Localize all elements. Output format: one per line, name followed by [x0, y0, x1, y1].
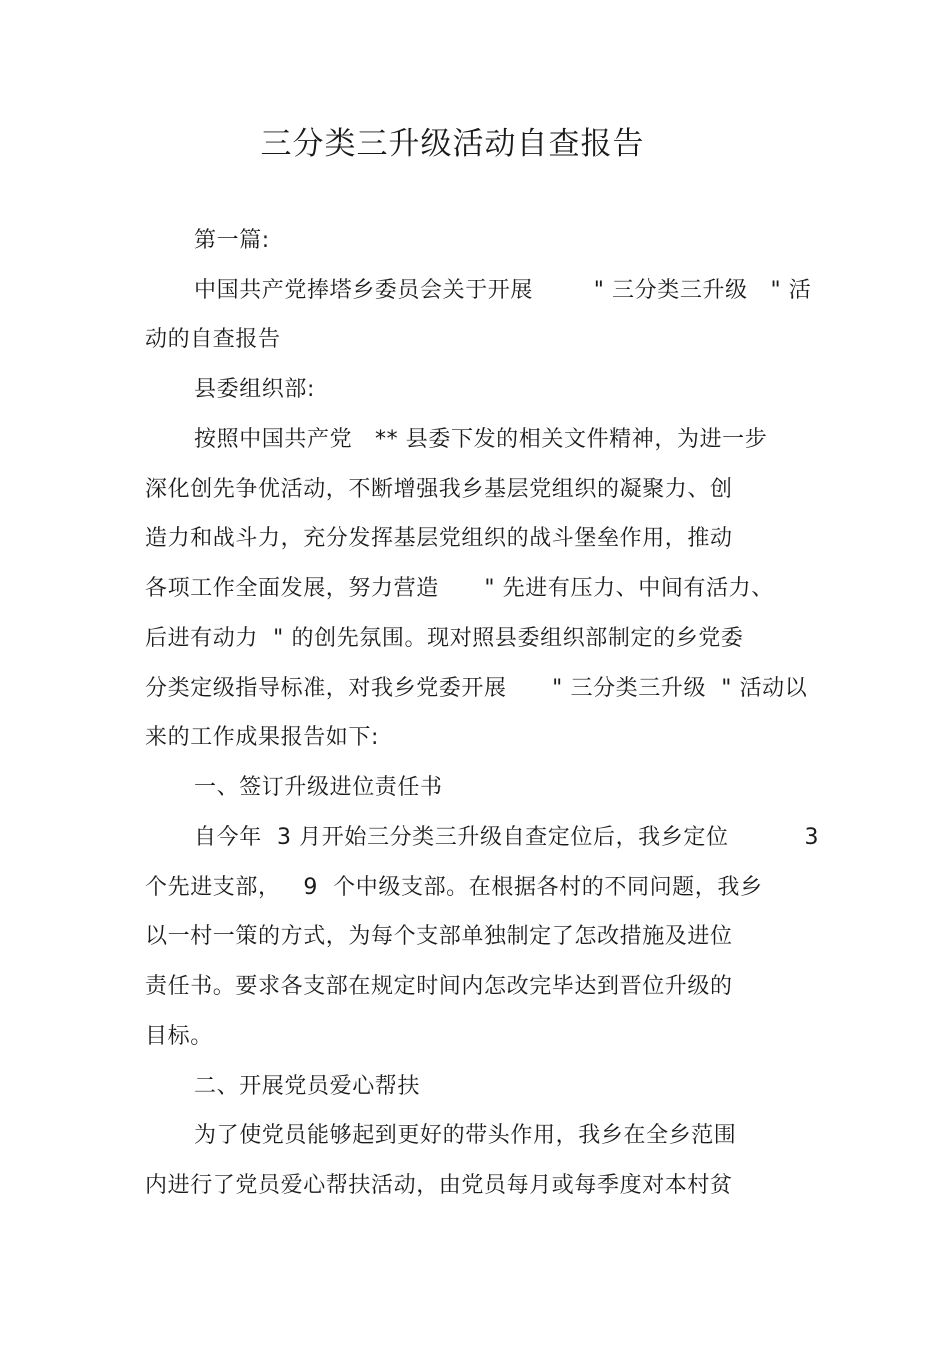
paragraph-line: 造力和战斗力，充分发挥基层党组织的战斗堡垒作用，推动: [145, 526, 733, 551]
paragraph-line: 责任书。要求各支部在规定时间内怎改完毕达到晋位升级的: [145, 974, 733, 999]
report-heading-line-1: 中国共产党捧塔乡委员会关于开展 " 三分类三升级 " 活: [194, 278, 812, 303]
paragraph-line: 以一村一策的方式，为每个支部单独制定了怎改措施及进位: [145, 924, 733, 949]
paragraph-line: 自今年 3 月开始三分类三升级自查定位后，我乡定位 3: [194, 825, 820, 850]
paragraph-line: 深化创先争优活动，不断增强我乡基层党组织的凝聚力、创: [145, 477, 733, 502]
paragraph-line: 为了使党员能够起到更好的带头作用，我乡在全乡范围: [194, 1123, 737, 1148]
section-heading-part-one: 第一篇:: [194, 228, 270, 253]
paragraph-line: 内进行了党员爱心帮扶活动，由党员每月或每季度对本村贫: [145, 1173, 733, 1198]
paragraph-line: 目标。: [145, 1024, 213, 1049]
addressee: 县委组织部:: [194, 377, 316, 402]
paragraph-line: 按照中国共产党 ** 县委下发的相关文件精神，为进一步: [194, 427, 768, 452]
paragraph-line: 分类定级指导标准，对我乡党委开展 " 三分类三升级 " 活动以: [145, 676, 808, 701]
section-heading-2: 二、开展党员爱心帮扶: [194, 1074, 421, 1099]
paragraph-line: 后进有动力 " 的创先氛围。现对照县委组织部制定的乡党委: [145, 626, 744, 651]
document-title: 三分类三升级活动自查报告: [260, 126, 645, 162]
paragraph-line: 各项工作全面发展，努力营造 " 先进有压力、中间有活力、: [145, 576, 774, 601]
paragraph-line: 来的工作成果报告如下:: [145, 725, 380, 750]
paragraph-line: 个先进支部， 9 个中级支部。在根据各村的不同问题，我乡: [145, 875, 763, 900]
section-heading-1: 一、签订升级进位责任书: [194, 775, 443, 800]
report-heading-line-2: 动的自查报告: [145, 327, 281, 352]
